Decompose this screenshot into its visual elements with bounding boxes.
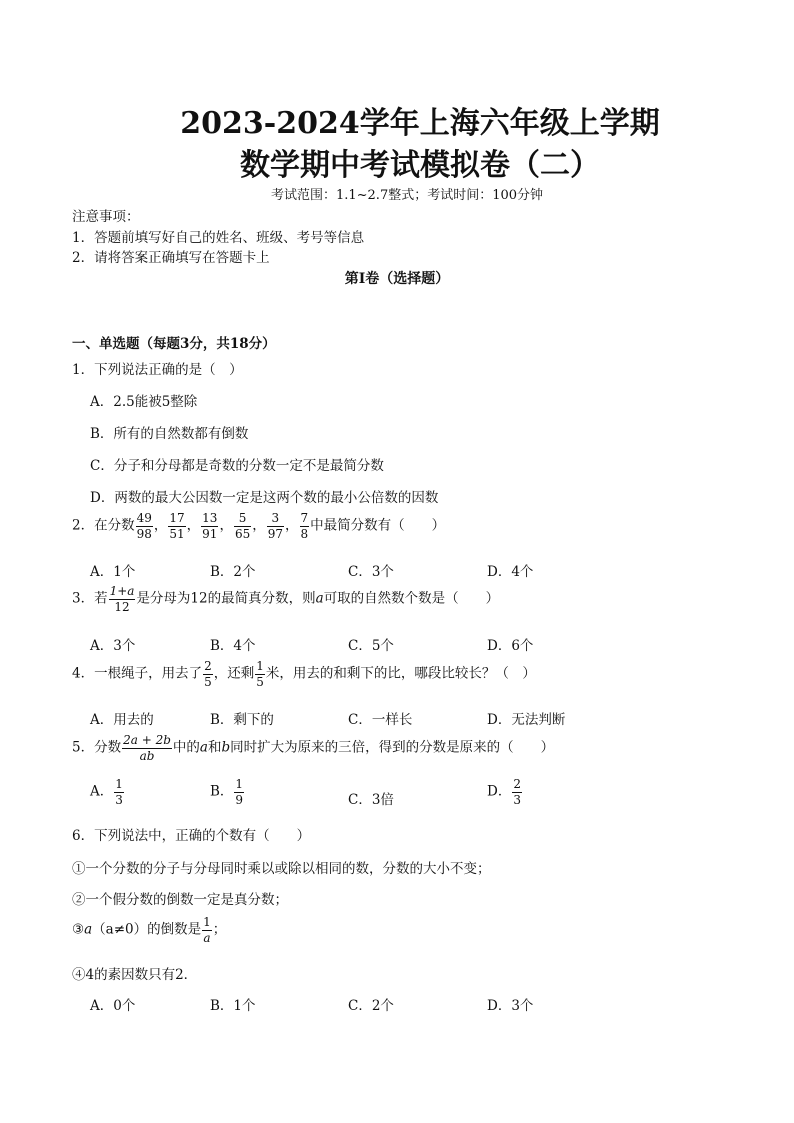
q4-stem: 4．一根绳子，用去了 $\frac{2}{5}$ ，还剩 $\frac{1}{5}$ 米，用去的和剩下的比，哪段比较长？（ ）: [72, 659, 536, 689]
q5-option-b: B． $\frac{1}{9}$: [210, 777, 244, 807]
q6-option-b: B．1个: [210, 998, 256, 1014]
q3-option-d: D．6个: [487, 638, 534, 654]
q2-fraction-2: $\frac{17}{51}$: [169, 511, 185, 541]
q4-option-a: A．用去的: [90, 712, 154, 728]
q3-fraction: $\frac{1+a}{12}$: [109, 584, 135, 614]
q1-option-c: C．分子和分母都是奇数的分数一定不是最简分数: [90, 458, 384, 474]
q2-option-d: D．4个: [487, 564, 534, 580]
q5-stem: 5．分数 $\frac{2a + 2b}{ab}$ 中的a和b同时扩大为原来的三倍，得到的分数是原来的（ ）: [72, 733, 555, 763]
q3-option-a: A．3个: [90, 638, 136, 654]
q2-stem: 2．在分数 $\frac{49}{98}$ ， $\frac{17}{51}$ ， $\frac{13}{91}$ ， $\frac{5}{65}$ ， $\frac{3}{97}$ ， $\frac{7}{8}$ 中最简分数有（ ）: [72, 511, 446, 541]
note-item-1: 1．答题前填写好自己的姓名、班级、考号等信息: [72, 230, 365, 246]
q1-option-d: D．两数的最大公因数一定是这两个数的最小公倍数的因数: [90, 490, 439, 506]
q2-fraction-3: $\frac{13}{91}$: [202, 511, 218, 541]
q3-option-b: B．4个: [210, 638, 256, 654]
q2-suffix: 中最简分数有（ ）: [310, 517, 446, 534]
q4-option-d: D．无法判断: [487, 712, 566, 728]
q1-option-a: A．2.5能被5整除: [90, 394, 198, 410]
q6-statement-3: ③a（a≠0）的倒数是 $\frac{1}{a}$ ；: [72, 915, 227, 945]
q2-fraction-6: $\frac{7}{8}$: [300, 511, 309, 541]
q6-option-c: C．2个: [348, 998, 394, 1014]
q3-stem: 3．若 $\frac{1+a}{12}$ 是分母为12的最简真分数，则a可取的自然数个数是（ ）: [72, 584, 500, 614]
q5-option-d: D． $\frac{2}{3}$: [487, 777, 521, 807]
notes-heading: 注意事项：: [72, 209, 140, 225]
q2-option-a: A．1个: [90, 564, 136, 580]
q1-option-b: B．所有的自然数都有倒数: [90, 426, 249, 442]
q2-option-b: B．2个: [210, 564, 256, 580]
q3-option-c: C．5个: [348, 638, 394, 654]
q6-option-d: D．3个: [487, 998, 534, 1014]
exam-scope: 考试范围：1.1~2.7整式；考试时间：100分钟: [270, 188, 544, 203]
q6-statement-4: ④4的素因数只有2．: [72, 967, 198, 983]
q2-fraction-4: $\frac{5}{65}$: [234, 511, 251, 541]
note-item-2: 2．请将答案正确填写在答题卡上: [72, 250, 270, 266]
q4-fraction-1: $\frac{2}{5}$: [204, 659, 212, 689]
q4-option-b: B．剩下的: [210, 712, 274, 728]
q2-fraction-5: $\frac{3}{97}$: [267, 511, 283, 541]
q6-statement-2: ②一个假分数的倒数一定是真分数；: [72, 892, 288, 908]
exam-title-line2: 数学期中考试模拟卷（二）: [240, 148, 600, 183]
q1-stem: 1．下列说法正确的是（ ）: [72, 362, 243, 378]
volume-title: 第I卷（选择题）: [344, 271, 450, 287]
q4-option-c: C．一样长: [348, 712, 413, 728]
q5-option-c: C．3倍: [348, 792, 394, 808]
section-title: 一、单选题（每题3分，共18分）: [72, 336, 276, 352]
exam-title-line1: 2023-2024学年上海六年级上学期: [180, 106, 660, 141]
q6-option-a: A．0个: [90, 998, 136, 1014]
q6-stem: 6．下列说法中，正确的个数有（ ）: [72, 828, 311, 844]
q5-option-a: A． $\frac{1}{3}$: [90, 777, 123, 807]
q2-option-c: C．3个: [348, 564, 394, 580]
q5-fraction: $\frac{2a + 2b}{ab}$: [123, 733, 171, 763]
q2-prefix: 2．在分数: [72, 517, 135, 534]
q6-fraction: $\frac{1}{a}$: [203, 915, 211, 945]
q4-fraction-2: $\frac{1}{5}$: [256, 659, 264, 689]
q2-fraction-1: $\frac{49}{98}$: [136, 511, 152, 541]
q6-statement-1: ①一个分数的分子与分母同时乘以或除以相同的数，分数的大小不变；: [72, 861, 491, 877]
